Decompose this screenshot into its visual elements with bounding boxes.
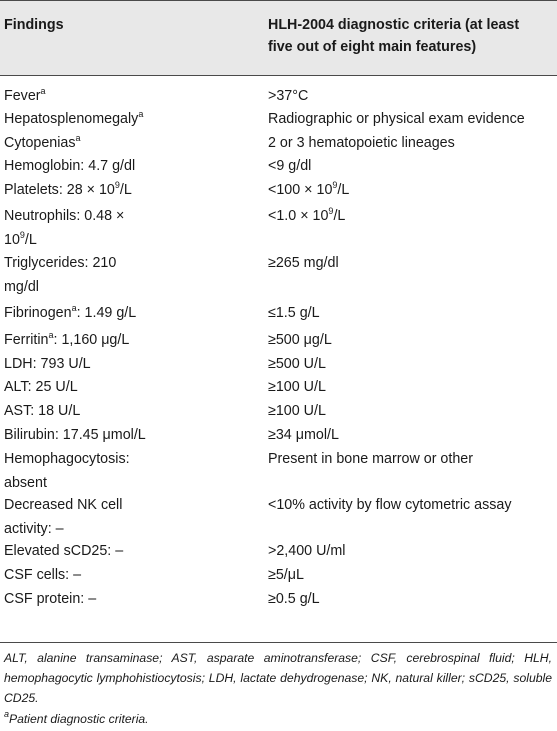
criterion-cell-text: /L — [337, 182, 350, 198]
finding-cell — [4, 402, 80, 420]
finding-cell-line2-text: mg/dl — [4, 279, 39, 295]
criterion-cell — [268, 496, 512, 514]
criterion-cell-text: 2 or 3 hematopoietic lineages — [268, 135, 455, 151]
criterion-cell-text: ≥34 μmol/L — [268, 427, 339, 443]
criterion-cell — [268, 331, 332, 349]
finding-cell — [4, 590, 96, 608]
top-rule — [0, 0, 557, 1]
criterion-cell — [268, 134, 455, 152]
criterion-cell-text: /L — [333, 208, 346, 224]
finding-cell-line2-text: 10 — [4, 232, 20, 248]
criterion-cell-text: Present in bone marrow or other — [268, 451, 474, 467]
finding-cell-text: Elevated sCD25: – — [4, 543, 124, 559]
finding-cell — [4, 254, 116, 272]
criterion-cell-text: ≥500 U/L — [268, 356, 326, 372]
finding-cell-text: ALT: 25 U/L — [4, 379, 78, 395]
finding-cell-text: Platelets: 28 × 10 — [4, 182, 115, 198]
finding-cell — [4, 331, 129, 349]
finding-cell-text: Ferritin — [4, 332, 49, 348]
criterion-cell — [268, 355, 326, 373]
finding-cell — [4, 134, 81, 152]
criterion-cell — [268, 254, 339, 272]
criterion-cell — [268, 157, 311, 175]
finding-cell-text: Decreased NK cell — [4, 497, 123, 513]
header-criteria-line1: HLH-2004 diagnostic criteria (at least — [268, 17, 520, 33]
finding-cell-line2 — [4, 474, 47, 492]
criterion-cell-text: ≥5/μL — [268, 567, 304, 583]
finding-cell — [4, 566, 81, 584]
criterion-cell-text: <10% activity by flow cytometric assay — [268, 497, 512, 513]
finding-cell-text: Hemoglobin: 4.7 g/dl — [4, 158, 136, 174]
criterion-cell-text: <9 g/dl — [268, 158, 312, 174]
finding-cell-line2 — [4, 231, 37, 249]
finding-cell-superscript: a — [48, 330, 54, 340]
finding-cell — [4, 207, 124, 225]
finding-cell-superscript: a — [71, 303, 77, 313]
finding-cell-text: Triglycerides: 210 — [4, 255, 117, 271]
criterion-cell-text: <1.0 × 10 — [268, 208, 329, 224]
criterion-cell — [268, 378, 326, 396]
header-criteria-line2: five out of eight main features) — [268, 39, 477, 55]
footnote-marker: a — [4, 709, 10, 719]
criterion-cell — [268, 110, 525, 128]
finding-cell-text: Neutrophils: 0.48 × — [4, 208, 125, 224]
finding-cell — [4, 378, 78, 396]
finding-cell-text: Hepatosplenomegaly — [4, 111, 139, 127]
criterion-cell — [268, 181, 349, 199]
footnote-note-text: Patient diagnostic criteria. — [9, 712, 149, 726]
criterion-cell — [268, 590, 320, 608]
finding-cell-text: CSF protein: – — [4, 591, 97, 607]
criterion-cell-text: >2,400 U/ml — [268, 543, 346, 559]
finding-cell-line2-text: absent — [4, 475, 47, 491]
finding-cell — [4, 87, 46, 105]
finding-cell — [4, 304, 136, 322]
finding-cell-line2 — [4, 278, 39, 296]
header-rule — [0, 75, 557, 76]
finding-cell-text: LDH: 793 U/L — [4, 356, 91, 372]
finding-cell-text: /L — [119, 182, 132, 198]
footnote-note — [4, 709, 552, 729]
finding-cell — [4, 355, 91, 373]
criterion-cell — [268, 87, 308, 105]
header-findings: Findings — [4, 17, 64, 33]
criterion-cell-superscript: 9 — [328, 206, 334, 216]
finding-cell-line2-superscript: 9 — [19, 230, 25, 240]
finding-cell-text: Cytopenias — [4, 135, 76, 151]
finding-cell-superscript: a — [75, 133, 81, 143]
finding-cell — [4, 450, 130, 468]
criterion-cell-text: ≥100 U/L — [268, 403, 326, 419]
finding-cell-text: Bilirubin: 17.45 μmol/L — [4, 427, 146, 443]
finding-cell-text: Fever — [4, 88, 41, 104]
finding-cell-line2-text: /L — [24, 232, 37, 248]
criterion-cell — [268, 450, 473, 468]
finding-cell-superscript: 9 — [114, 180, 120, 190]
criterion-cell-text: Radiographic or physical exam evidence — [268, 111, 525, 127]
finding-cell — [4, 157, 135, 175]
finding-cell-text: : 1,160 μg/L — [53, 332, 130, 348]
criterion-cell-text: ≤1.5 g/L — [268, 305, 320, 321]
criterion-cell-text: ≥265 mg/dl — [268, 255, 339, 271]
finding-cell — [4, 542, 123, 560]
finding-cell-text: Hemophagocytosis: — [4, 451, 130, 467]
finding-cell-text: AST: 18 U/L — [4, 403, 81, 419]
criterion-cell — [268, 426, 339, 444]
criterion-cell — [268, 207, 345, 225]
criterion-cell-text: >37°C — [268, 88, 309, 104]
finding-cell-superscript: a — [40, 86, 46, 96]
finding-cell-line2-text: activity: – — [4, 521, 64, 537]
criterion-cell-text: ≥500 μg/L — [268, 332, 332, 348]
criterion-cell-text: <100 × 10 — [268, 182, 333, 198]
finding-cell — [4, 181, 132, 199]
finding-cell — [4, 426, 146, 444]
bottom-rule — [0, 642, 557, 643]
finding-cell — [4, 496, 122, 514]
criterion-cell — [268, 542, 345, 560]
finding-cell-superscript: a — [138, 109, 144, 119]
criterion-cell-text: ≥100 U/L — [268, 379, 326, 395]
finding-cell-line2 — [4, 520, 64, 538]
finding-cell-text: : 1.49 g/L — [76, 305, 137, 321]
criterion-cell-superscript: 9 — [332, 180, 338, 190]
finding-cell — [4, 110, 143, 128]
criterion-cell — [268, 402, 326, 420]
criterion-cell-text: ≥0.5 g/L — [268, 591, 320, 607]
finding-cell-text: Fibrinogen — [4, 305, 72, 321]
criterion-cell — [268, 304, 320, 322]
criterion-cell — [268, 566, 304, 584]
finding-cell-text: CSF cells: – — [4, 567, 82, 583]
footnote-abbreviations: ALT, alanine transaminase; AST, asparate aminotransferase; CSF, cerebrospinal fluid; HLH, hemophagocytic lymphohistiocytosis; LDH, lactate dehydrogenase; NK, natural killer; sCD25, soluble CD25. — [4, 651, 552, 705]
